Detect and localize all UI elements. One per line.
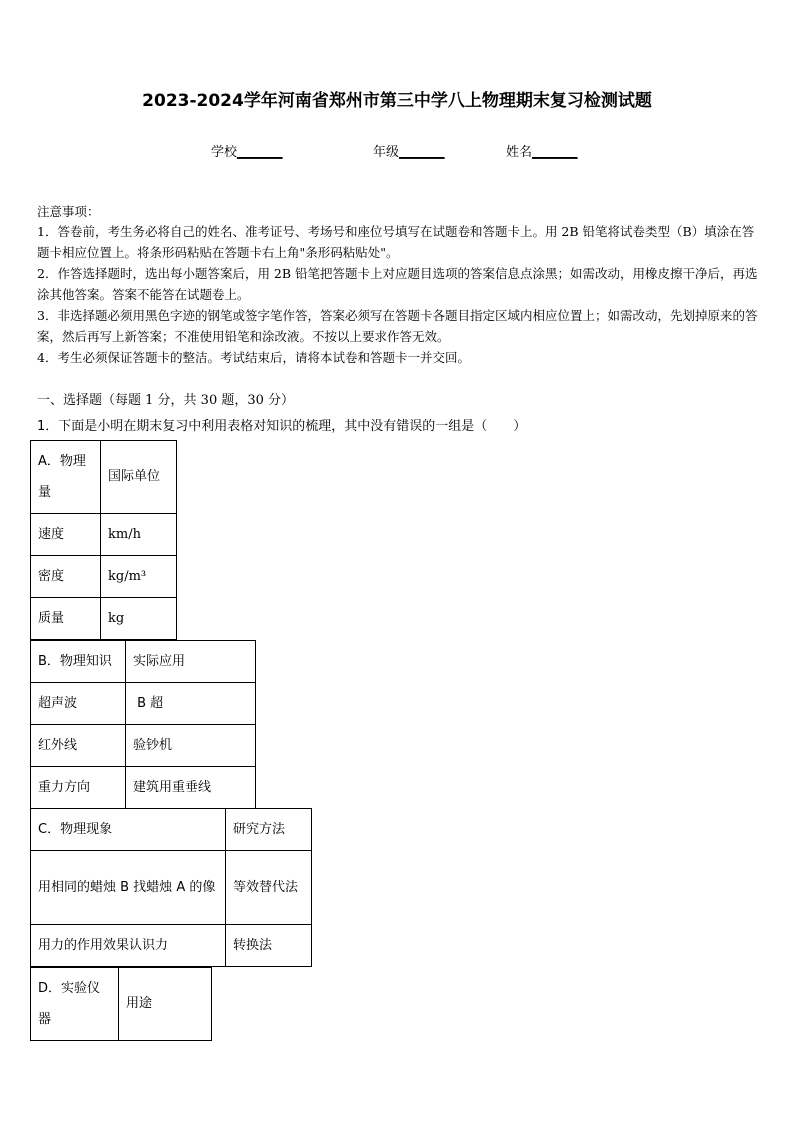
table-cell: D．实验仪器 (31, 968, 119, 1041)
table-row (31, 809, 312, 851)
table-cell: 验钞机 (126, 725, 256, 767)
table-cell: 质量 (31, 598, 101, 640)
table-cell: B 超 (126, 683, 256, 725)
school-blank: _______ (237, 145, 283, 160)
table-cell: 速度 (31, 514, 101, 556)
section-title: 一、选择题（每题 1 分，共 30 题，30 分） (37, 393, 295, 408)
table-row (31, 968, 212, 1041)
table-cell: 重力方向 (31, 767, 126, 809)
grade-field[interactable] (373, 141, 445, 160)
notice-item-2: 2．作答选择题时，选出每小题答案后，用 2B 铅笔把答题卡上对应题目选项的答案信息点涂黑；如需改动，用橡皮擦干净后，再选涂其他答案。答案不能答在试题卷上。 (37, 266, 758, 302)
table-cell: 红外线 (31, 725, 126, 767)
table-cell: 建筑用重垂线 (126, 767, 256, 809)
table-d (30, 967, 212, 1041)
table-cell: 超声波 (31, 683, 126, 725)
table-row (31, 851, 312, 925)
table-row (31, 725, 256, 767)
table-cell: 研究方法 (226, 809, 312, 851)
notice-item-1: 1．答卷前，考生务必将自己的姓名、准考证号、考场号和座位号填写在试题卷和答题卡上。用 2B 铅笔将试卷类型（B）填涂在答题卡相应位置上。将条形码粘贴在答题卡右上角"条形码粘贴处"。 (37, 224, 755, 260)
notice-item-4: 4．考生必须保证答题卡的整洁。考试结束后，请将本试卷和答题卡一并交回。 (37, 350, 470, 365)
table-cell: 实际应用 (126, 641, 256, 683)
table-row (31, 556, 177, 598)
table-cell: A．物理量 (31, 441, 101, 514)
table-row (31, 767, 256, 809)
grade-label: 年级 (373, 145, 400, 160)
student-info-row (0, 141, 794, 161)
name-blank: _______ (532, 145, 578, 160)
table-row (31, 641, 256, 683)
exam-title: 2023-2024学年河南省郑州市第三中学八上物理期末复习检测试题 (142, 91, 652, 111)
notice-heading: 注意事项： (37, 204, 100, 219)
table-cell: 密度 (31, 556, 101, 598)
table-c (30, 808, 312, 967)
table-cell: 等效替代法 (226, 851, 312, 925)
table-cell: 用力的作用效果认识力 (31, 925, 226, 967)
table-cell: kg/m³ (101, 556, 177, 598)
notice-item-3: 3．非选择题必须用黑色字迹的钢笔或签字笔作答，答案必须写在答题卡各题目指定区域内相应位置上；如需改动，先划掉原来的答案，然后再写上新答案；不准使用铅笔和涂改液。不按以上要求作答无效。 (37, 308, 758, 344)
table-row (31, 683, 256, 725)
table-cell: kg (101, 598, 177, 640)
table-cell: 用途 (119, 968, 212, 1041)
table-cell: 转换法 (226, 925, 312, 967)
school-field[interactable] (211, 141, 283, 160)
question-1: 1．下面是小明在期末复习中利用表格对知识的梳理，其中没有错误的一组是（ ） (37, 419, 527, 434)
table-b (30, 640, 256, 809)
table-row (31, 925, 312, 967)
name-label: 姓名 (506, 145, 533, 160)
table-cell: C．物理现象 (31, 809, 226, 851)
table-row (31, 441, 177, 514)
school-label: 学校 (211, 145, 238, 160)
table-a (30, 440, 177, 640)
table-row (31, 514, 177, 556)
name-field[interactable] (506, 141, 578, 160)
table-cell: 国际单位 (101, 441, 177, 514)
grade-blank: _______ (399, 145, 445, 160)
table-cell: B．物理知识 (31, 641, 126, 683)
table-row (31, 598, 177, 640)
table-cell: km/h (101, 514, 177, 556)
table-cell: 用相同的蜡烛 B 找蜡烛 A 的像 (31, 851, 226, 925)
